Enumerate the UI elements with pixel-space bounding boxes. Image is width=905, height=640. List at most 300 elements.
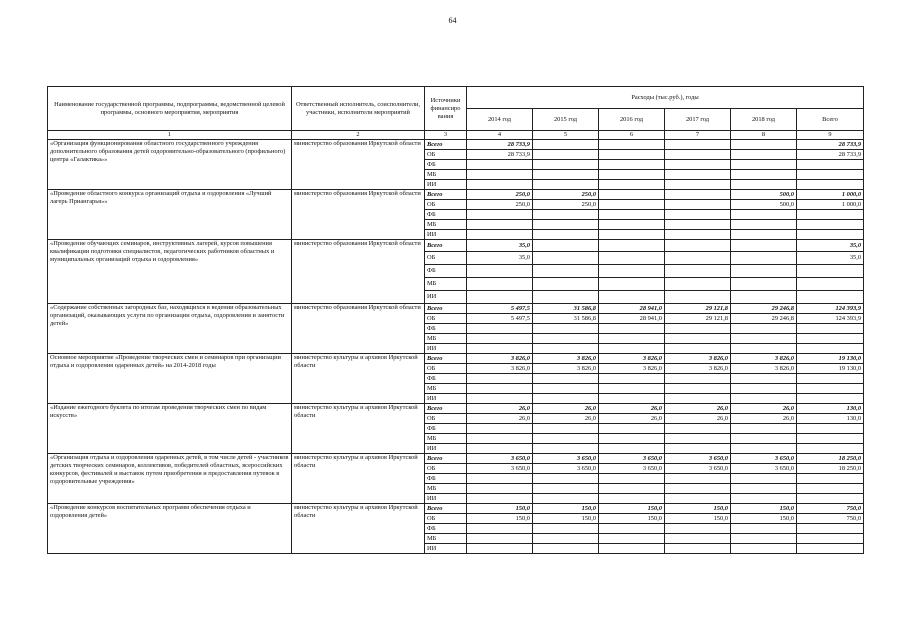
year-value: 3 826,0: [533, 354, 599, 364]
year-value: [467, 434, 533, 444]
column-number: 9: [797, 131, 864, 140]
year-value: [599, 252, 665, 265]
year-value: [731, 265, 797, 278]
header-total: Всего: [797, 109, 864, 131]
year-value: [467, 170, 533, 180]
header-expenses: Расходы (тыс.руб.), годы: [467, 87, 864, 109]
funding-source: МБ: [425, 534, 467, 544]
total-value: [797, 160, 864, 170]
year-value: 5 497,5: [467, 304, 533, 314]
year-value: [665, 200, 731, 210]
year-value: [467, 384, 533, 394]
year-value: [533, 140, 599, 150]
table-row: [48, 140, 864, 150]
funding-source: ФБ: [425, 324, 467, 334]
year-value: [467, 534, 533, 544]
year-value: [467, 180, 533, 190]
year-value: [731, 424, 797, 434]
year-value: [533, 324, 599, 334]
year-value: [533, 544, 599, 554]
total-value: [797, 494, 864, 504]
year-value: [665, 384, 731, 394]
year-value: 3 650,0: [731, 464, 797, 474]
funding-source: МБ: [425, 334, 467, 344]
year-value: [665, 434, 731, 444]
total-value: [797, 444, 864, 454]
year-value: [731, 374, 797, 384]
header-executor: Ответственный исполнитель, соисполнители, участники, исполнители мероприятий: [292, 87, 425, 131]
year-value: [533, 291, 599, 304]
year-value: 150,0: [599, 514, 665, 524]
year-value: [731, 494, 797, 504]
total-value: [797, 265, 864, 278]
total-value: [797, 384, 864, 394]
total-value: 18 250,0: [797, 464, 864, 474]
year-value: 150,0: [665, 504, 731, 514]
year-value: [467, 334, 533, 344]
funding-source: ОБ: [425, 314, 467, 324]
year-value: [665, 190, 731, 200]
year-value: 28 733,9: [467, 140, 533, 150]
year-value: [533, 424, 599, 434]
year-value: [533, 220, 599, 230]
total-value: [797, 170, 864, 180]
year-value: [533, 252, 599, 265]
table-row: [48, 354, 864, 364]
funding-source: ИИ: [425, 494, 467, 504]
column-number: 3: [425, 131, 467, 140]
table-row: [48, 504, 864, 514]
year-value: [533, 210, 599, 220]
year-value: [467, 494, 533, 504]
year-value: [665, 180, 731, 190]
funding-source: ФБ: [425, 265, 467, 278]
year-value: [599, 444, 665, 454]
year-value: [665, 524, 731, 534]
executor-name: министерство культуры и архивов Иркутской области: [292, 404, 425, 454]
year-value: [599, 344, 665, 354]
funding-source: МБ: [425, 434, 467, 444]
funding-source: Всего: [425, 304, 467, 314]
executor-name: министерство культуры и архивов Иркутской области: [292, 504, 425, 554]
year-value: [731, 434, 797, 444]
year-value: [599, 494, 665, 504]
year-value: [599, 210, 665, 220]
year-value: [665, 334, 731, 344]
year-value: [665, 394, 731, 404]
executor-name: министерство образования Иркутской области: [292, 240, 425, 304]
total-value: [797, 334, 864, 344]
activity-name: «Организация отдыха и оздоровления одаренных детей, в том числе детей - участников детских творческих семинаров, коллективов, победителей областных, всероссийских конкурсов, фестивалей и выставок путем приобретения и предоставления путевок в оздоровительные учреждения»: [48, 454, 292, 504]
year-value: [731, 210, 797, 220]
year-value: [731, 474, 797, 484]
year-value: [467, 291, 533, 304]
year-value: 150,0: [731, 514, 797, 524]
year-value: 3 650,0: [599, 454, 665, 464]
year-value: [533, 384, 599, 394]
year-value: 3 650,0: [731, 454, 797, 464]
year-value: 150,0: [533, 514, 599, 524]
year-value: [599, 180, 665, 190]
funding-source: Всего: [425, 354, 467, 364]
year-value: 3 826,0: [665, 364, 731, 374]
year-value: 3 826,0: [467, 354, 533, 364]
funding-source: ИИ: [425, 394, 467, 404]
total-value: 1 000,0: [797, 200, 864, 210]
year-value: [665, 424, 731, 434]
year-value: [599, 220, 665, 230]
year-value: [599, 278, 665, 291]
funding-source: МБ: [425, 220, 467, 230]
year-value: [599, 544, 665, 554]
year-value: [599, 434, 665, 444]
funding-source: ФБ: [425, 424, 467, 434]
year-value: [467, 544, 533, 554]
year-value: 35,0: [467, 252, 533, 265]
year-value: 29 121,8: [665, 304, 731, 314]
year-value: 26,0: [599, 414, 665, 424]
year-value: 150,0: [665, 514, 731, 524]
year-value: 250,0: [533, 190, 599, 200]
total-value: [797, 534, 864, 544]
year-value: [665, 278, 731, 291]
activity-name: «Проведение областного конкурса организаций отдыха и оздоровления «Лучший лагерь Приангарья»»: [48, 190, 292, 240]
year-value: 26,0: [731, 414, 797, 424]
header-source: Источники финансиро вания: [425, 87, 467, 131]
year-value: [665, 484, 731, 494]
year-value: [665, 140, 731, 150]
funding-source: Всего: [425, 190, 467, 200]
funding-source: ОБ: [425, 200, 467, 210]
year-value: [665, 240, 731, 252]
table-row: [48, 454, 864, 464]
year-value: [467, 265, 533, 278]
funding-source: ОБ: [425, 364, 467, 374]
year-value: [731, 252, 797, 265]
year-value: [665, 170, 731, 180]
year-value: 150,0: [731, 504, 797, 514]
year-value: [731, 291, 797, 304]
year-value: [467, 220, 533, 230]
executor-name: министерство культуры и архивов Иркутской области: [292, 354, 425, 404]
year-value: [665, 160, 731, 170]
year-value: [731, 324, 797, 334]
year-value: [665, 324, 731, 334]
table-row: [48, 404, 864, 414]
year-value: [533, 374, 599, 384]
year-value: [731, 484, 797, 494]
year-value: [533, 344, 599, 354]
year-value: [731, 384, 797, 394]
year-value: [533, 180, 599, 190]
year-value: [599, 334, 665, 344]
funding-source: Всего: [425, 404, 467, 414]
year-value: [731, 278, 797, 291]
year-value: 3 650,0: [665, 464, 731, 474]
funding-source: ФБ: [425, 210, 467, 220]
budget-table: [47, 86, 864, 554]
year-value: [731, 344, 797, 354]
funding-source: ИИ: [425, 444, 467, 454]
header-year: 2017 год: [665, 109, 731, 131]
funding-source: ФБ: [425, 524, 467, 534]
executor-name: министерство культуры и архивов Иркутской области: [292, 454, 425, 504]
year-value: [533, 484, 599, 494]
funding-source: Всего: [425, 240, 467, 252]
total-value: 18 250,0: [797, 454, 864, 464]
year-value: [467, 444, 533, 454]
year-value: [599, 291, 665, 304]
year-value: 250,0: [533, 200, 599, 210]
funding-source: ИИ: [425, 180, 467, 190]
year-value: [731, 444, 797, 454]
header-year: 2018 год: [731, 109, 797, 131]
total-value: [797, 524, 864, 534]
funding-source: ФБ: [425, 374, 467, 384]
total-value: [797, 434, 864, 444]
total-value: [797, 424, 864, 434]
year-value: 31 586,8: [533, 304, 599, 314]
year-value: [533, 170, 599, 180]
column-number: 6: [599, 131, 665, 140]
year-value: [599, 424, 665, 434]
year-value: 3 826,0: [533, 364, 599, 374]
year-value: [467, 344, 533, 354]
funding-source: ОБ: [425, 252, 467, 265]
activity-name: «Содержание собственных загородных баз, находящихся в ведении образовательных организаций, оказывающих услуги по организации отдыха, оздоровления и занятости детей»: [48, 304, 292, 354]
funding-source: МБ: [425, 278, 467, 291]
year-value: [533, 434, 599, 444]
year-value: 500,0: [731, 190, 797, 200]
total-value: [797, 394, 864, 404]
year-value: 3 826,0: [467, 364, 533, 374]
activity-name: «Проведение конкурсов воспитательных программ обеспечения отдыха и оздоровления детей»: [48, 504, 292, 554]
year-value: [599, 140, 665, 150]
funding-source: ОБ: [425, 464, 467, 474]
header-year: 2014 год: [467, 109, 533, 131]
year-value: 29 121,8: [665, 314, 731, 324]
year-value: [731, 230, 797, 240]
total-value: [797, 291, 864, 304]
executor-name: министерство образования Иркутской области: [292, 304, 425, 354]
year-value: 3 826,0: [731, 364, 797, 374]
year-value: [731, 544, 797, 554]
year-value: 250,0: [467, 190, 533, 200]
year-value: [599, 384, 665, 394]
total-value: 124 393,9: [797, 314, 864, 324]
total-value: [797, 324, 864, 334]
year-value: [665, 534, 731, 544]
funding-source: ИИ: [425, 291, 467, 304]
year-value: 28 941,0: [599, 304, 665, 314]
year-value: [665, 344, 731, 354]
year-value: 500,0: [731, 200, 797, 210]
year-value: [467, 394, 533, 404]
year-value: [665, 291, 731, 304]
year-value: [533, 265, 599, 278]
funding-source: Всего: [425, 454, 467, 464]
year-value: [599, 484, 665, 494]
year-value: [665, 544, 731, 554]
year-value: [665, 252, 731, 265]
year-value: [533, 534, 599, 544]
total-value: 130,0: [797, 404, 864, 414]
table-row: [48, 240, 864, 252]
year-value: [533, 334, 599, 344]
year-value: 31 586,8: [533, 314, 599, 324]
year-value: 250,0: [467, 200, 533, 210]
header-year: 2016 год: [599, 109, 665, 131]
year-value: 150,0: [533, 504, 599, 514]
year-value: [599, 474, 665, 484]
year-value: 26,0: [467, 414, 533, 424]
year-value: [599, 524, 665, 534]
year-value: [533, 278, 599, 291]
year-value: 5 497,5: [467, 314, 533, 324]
total-value: 35,0: [797, 240, 864, 252]
funding-source: МБ: [425, 384, 467, 394]
funding-source: ОБ: [425, 414, 467, 424]
year-value: [665, 150, 731, 160]
year-value: [533, 240, 599, 252]
year-value: 26,0: [665, 414, 731, 424]
year-value: [665, 374, 731, 384]
year-value: 3 826,0: [599, 354, 665, 364]
total-value: 28 733,9: [797, 150, 864, 160]
total-value: [797, 230, 864, 240]
column-number: 1: [48, 131, 292, 140]
year-value: [599, 265, 665, 278]
year-value: [533, 230, 599, 240]
year-value: [599, 160, 665, 170]
year-value: 3 826,0: [665, 354, 731, 364]
total-value: 750,0: [797, 514, 864, 524]
year-value: 28 733,9: [467, 150, 533, 160]
year-value: 3 650,0: [665, 454, 731, 464]
table-row: [48, 304, 864, 314]
year-value: [467, 424, 533, 434]
year-value: 29 246,8: [731, 304, 797, 314]
column-number: 8: [731, 131, 797, 140]
activity-name: «Издание ежегодного буклета по итогам проведения творческих смен по видам искусств»: [48, 404, 292, 454]
year-value: [467, 210, 533, 220]
total-value: 130,0: [797, 414, 864, 424]
year-value: 35,0: [467, 240, 533, 252]
year-value: [731, 170, 797, 180]
total-value: [797, 374, 864, 384]
total-value: [797, 278, 864, 291]
header-year: 2015 год: [533, 109, 599, 131]
year-value: 3 826,0: [599, 364, 665, 374]
year-value: [665, 474, 731, 484]
column-number: 2: [292, 131, 425, 140]
funding-source: ФБ: [425, 160, 467, 170]
total-value: [797, 484, 864, 494]
year-value: [599, 394, 665, 404]
activity-name: «Проведение обучающих семинаров, инструктивных лагерей, курсов повышения квалификации подготовки специалистов, педагогических работников областных и муниципальных организаций отдыха и оздоровления»: [48, 240, 292, 304]
year-value: [533, 474, 599, 484]
year-value: [467, 230, 533, 240]
year-value: [599, 534, 665, 544]
year-value: [665, 444, 731, 454]
year-value: [533, 524, 599, 534]
year-value: 26,0: [533, 404, 599, 414]
total-value: [797, 344, 864, 354]
funding-source: ИИ: [425, 544, 467, 554]
year-value: [731, 394, 797, 404]
year-value: [665, 210, 731, 220]
total-value: 1 000,0: [797, 190, 864, 200]
page-number: 64: [448, 16, 457, 25]
funding-source: ОБ: [425, 514, 467, 524]
total-value: 124 393,9: [797, 304, 864, 314]
year-value: [731, 140, 797, 150]
year-value: 26,0: [599, 404, 665, 414]
year-value: [467, 524, 533, 534]
year-value: [665, 230, 731, 240]
year-value: [731, 150, 797, 160]
year-value: 28 941,0: [599, 314, 665, 324]
year-value: [599, 230, 665, 240]
year-value: [599, 374, 665, 384]
funding-source: ИИ: [425, 344, 467, 354]
year-value: 3 650,0: [467, 454, 533, 464]
year-value: 3 650,0: [533, 454, 599, 464]
year-value: [467, 474, 533, 484]
year-value: [599, 240, 665, 252]
table-body: [48, 140, 864, 554]
year-value: [665, 494, 731, 504]
year-value: [599, 324, 665, 334]
funding-source: ФБ: [425, 474, 467, 484]
column-number: 7: [665, 131, 731, 140]
year-value: 26,0: [731, 404, 797, 414]
year-value: [731, 534, 797, 544]
year-value: [467, 484, 533, 494]
total-value: [797, 180, 864, 190]
column-number: 5: [533, 131, 599, 140]
year-value: 26,0: [533, 414, 599, 424]
year-value: [731, 220, 797, 230]
funding-source: МБ: [425, 484, 467, 494]
total-value: 28 733,9: [797, 140, 864, 150]
year-value: 150,0: [599, 504, 665, 514]
year-value: [599, 170, 665, 180]
year-value: [731, 334, 797, 344]
year-value: [533, 394, 599, 404]
activity-name: «Организация функционирования областного государственного учреждения дополнительного образования детей оздоровительно-образовательного (профильного) центра «Галактика»»: [48, 140, 292, 190]
year-value: [533, 444, 599, 454]
total-value: [797, 220, 864, 230]
year-value: [467, 324, 533, 334]
year-value: [731, 180, 797, 190]
year-value: [467, 160, 533, 170]
total-value: 35,0: [797, 252, 864, 265]
year-value: [533, 160, 599, 170]
table-row: [48, 190, 864, 200]
year-value: [467, 374, 533, 384]
header-name: Наименование государственной программы, подпрограммы, ведомственной целевой программы, основного мероприятия, мероприятия: [48, 87, 292, 131]
total-value: 19 130,0: [797, 364, 864, 374]
total-value: 19 130,0: [797, 354, 864, 364]
year-value: 3 650,0: [533, 464, 599, 474]
executor-name: министерство образования Иркутской области: [292, 190, 425, 240]
executor-name: министерство образования Иркутской области: [292, 140, 425, 190]
year-value: 29 246,8: [731, 314, 797, 324]
column-number: 4: [467, 131, 533, 140]
year-value: 26,0: [467, 404, 533, 414]
funding-source: ИИ: [425, 230, 467, 240]
